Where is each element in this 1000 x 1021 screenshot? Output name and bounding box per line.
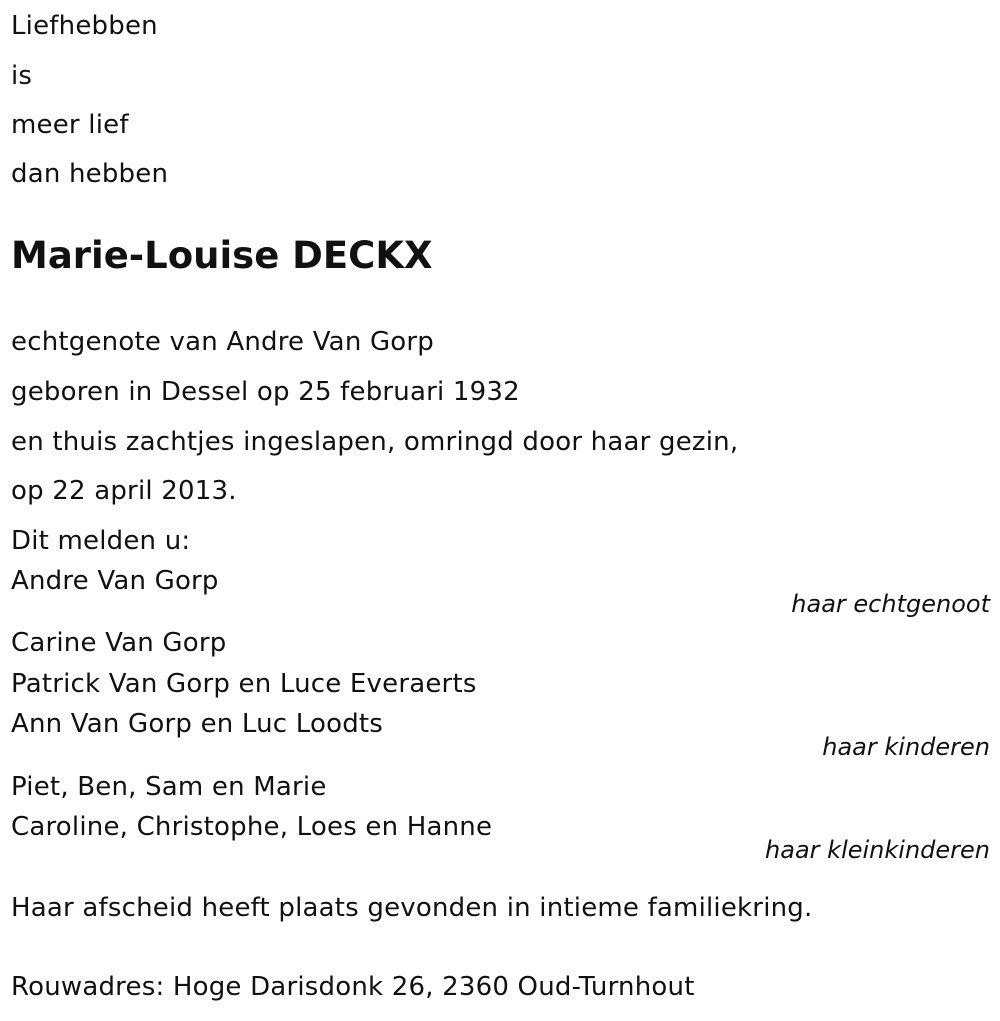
poem-line-3: meer lief [11, 110, 129, 140]
family-role-spouse: haar echtgenoot [791, 590, 990, 618]
family-name: Andre Van Gorp [11, 566, 219, 596]
detail-line-3: en thuis zachtjes ingeslapen, omringd door haar gezin, [11, 427, 739, 457]
poem-line-4: dan hebben [11, 159, 169, 189]
family-name: Piet, Ben, Sam en Marie [11, 772, 327, 802]
family-name: Carine Van Gorp [11, 628, 227, 658]
detail-line-4: op 22 april 2013. [11, 476, 237, 506]
family-role-children: haar kinderen [822, 733, 990, 761]
family-name: Patrick Van Gorp en Luce Everaerts [11, 669, 477, 699]
mourning-address: Rouwadres: Hoge Darisdonk 26, 2360 Oud-Turnhout [11, 972, 695, 1002]
detail-line-1: echtgenote van Andre Van Gorp [11, 327, 435, 357]
poem-line-1: Liefhebben [11, 11, 158, 41]
detail-line-2: geboren in Dessel op 25 februari 1932 [11, 377, 520, 407]
family-role-grandchildren: haar kleinkinderen [765, 836, 990, 864]
farewell-text: Haar afscheid heeft plaats gevonden in intieme familiekring. [11, 893, 813, 923]
poem-line-2: is [11, 61, 33, 91]
family-name: Ann Van Gorp en Luc Loodts [11, 709, 384, 739]
announce-intro: Dit melden u: [11, 526, 191, 556]
family-name: Caroline, Christophe, Loes en Hanne [11, 812, 493, 842]
deceased-name: Marie-Louise DECKX [11, 234, 433, 277]
